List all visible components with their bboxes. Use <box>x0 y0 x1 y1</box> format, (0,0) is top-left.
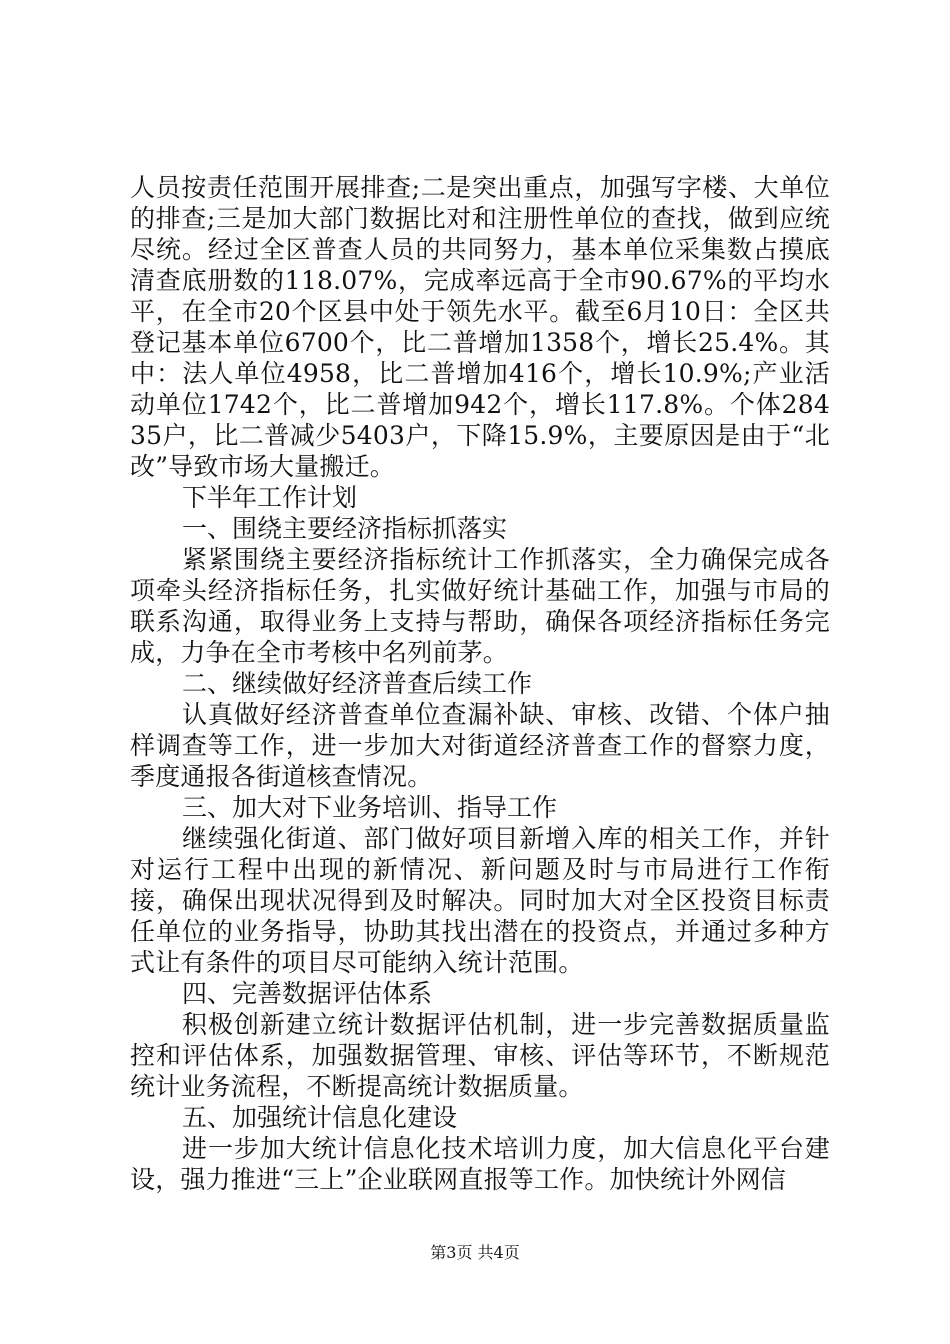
paragraph-section-1: 紧紧围绕主要经济指标统计工作抓落实，全力确保完成各项牵头经济指标任务，扎实做好统计基础工作，加强与市局的联系沟通，取得业务上支持与帮助，确保各项经济指标任务完成，力争在全市考核中名列前茅。 <box>130 545 830 667</box>
page-number-label: 第3页 共4页 <box>430 1243 520 1262</box>
heading-section-3: 三、加大对下业务培训、指导工作 <box>182 793 558 822</box>
paragraph-section-3: 继续强化街道、部门做好项目新增入库的相关工作，并针对运行工程中出现的新情况、新问题及时与市局进行工作衔接，确保出现状况得到及时解决。同时加大对全区投资目标责任单位的业务指导，协助其找出潜在的投资点，并通过多种方式让有条件的项目尽可能纳入统计范围。 <box>130 824 830 977</box>
heading-section-4: 四、完善数据评估体系 <box>182 979 433 1008</box>
heading-second-half-plan: 下半年工作计划 <box>182 483 358 512</box>
heading-section-1: 一、围绕主要经济指标抓落实 <box>182 514 508 543</box>
paragraph-section-5: 进一步加大统计信息化技术培训力度，加大信息化平台建设，强力推进“三上”企业联网直报等工作。加快统计外网信 <box>130 1134 830 1194</box>
paragraph-census-results: 人员按责任范围开展排查;二是突出重点，加强写字楼、大单位的排查;三是加大部门数据比对和注册性单位的查找，做到应统尽统。经过全区普查人员的共同努力，基本单位采集数占摸底清查底册数的118.07%，完成率远高于全市90.67%的平均水平，在全市20个区县中处于领先水平。截至6月10日：全区共登记基本单位6700个，比二普增加1358个，增长25.4%。其中：法人单位4958，比二普增加416个，增长10.9%;产业活动单位1742个，比二普增加942个，增长117.8%。个体28435户，比二普减少5403户，下降15.9%，主要原因是由于“北改”导致市场大量搬迁。 <box>130 173 830 481</box>
paragraph-section-4: 积极创新建立统计数据评估机制，进一步完善数据质量监控和评估体系，加强数据管理、审核、评估等环节，不断规范统计业务流程，不断提高统计数据质量。 <box>130 1010 830 1101</box>
document-body <box>130 172 830 1195</box>
page-footer <box>0 1243 950 1263</box>
heading-section-2: 二、继续做好经济普查后续工作 <box>182 669 533 698</box>
heading-section-5: 五、加强统计信息化建设 <box>182 1103 458 1132</box>
paragraph-section-2: 认真做好经济普查单位查漏补缺、审核、改错、个体户抽样调查等工作，进一步加大对街道经济普查工作的督察力度，季度通报各街道核查情况。 <box>130 700 830 791</box>
